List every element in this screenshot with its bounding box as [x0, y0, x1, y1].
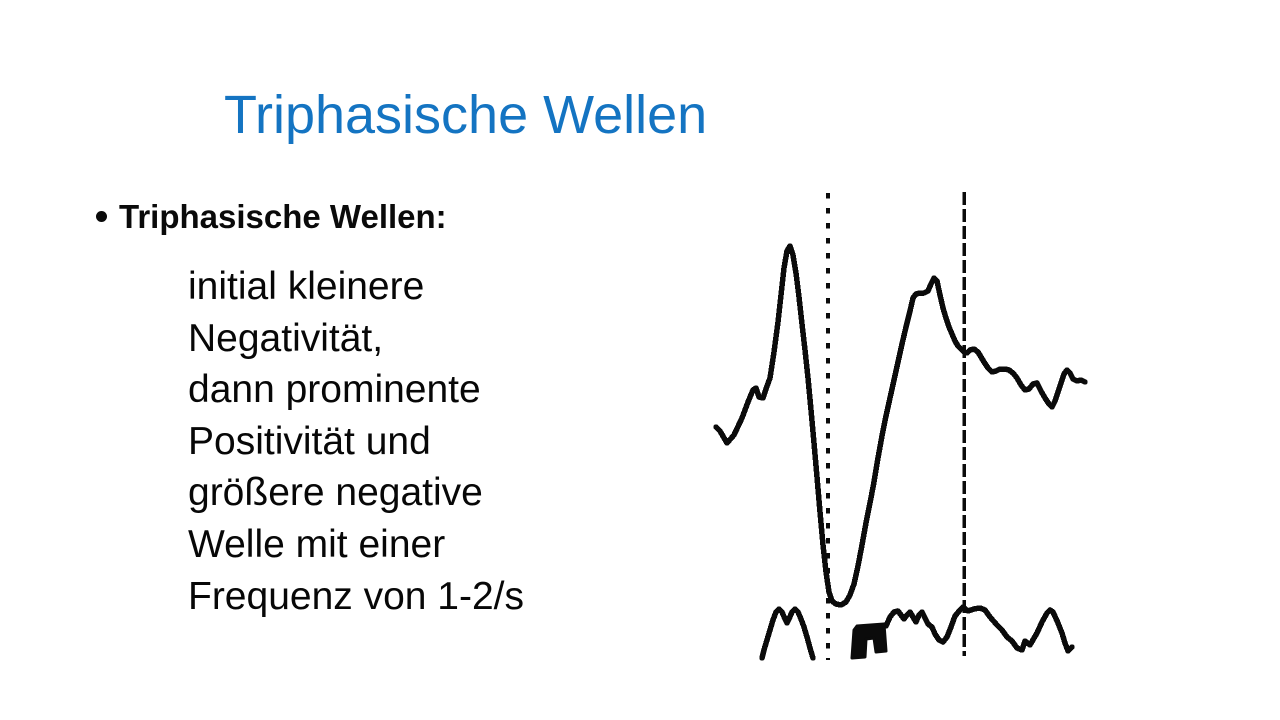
body-line: dann prominente	[188, 368, 481, 412]
lower-trace-dense-segment	[852, 624, 886, 658]
eeg-trace-svg	[698, 185, 1100, 665]
upper-eeg-trace	[716, 246, 1085, 605]
body-line: Frequenz von 1-2/s	[188, 574, 525, 618]
bullet-icon	[96, 211, 107, 222]
lower-eeg-trace-right	[886, 607, 1072, 651]
eeg-trace-figure	[698, 185, 1100, 665]
body-line: Negativität,	[188, 316, 384, 360]
bullet-heading: Triphasische Wellen:	[119, 198, 447, 235]
body-paragraph	[188, 261, 524, 622]
body-line: Welle mit einer	[188, 522, 446, 566]
lower-eeg-trace-left	[762, 609, 813, 658]
body-line: größere negative	[188, 471, 483, 515]
body-line: initial kleinere	[188, 265, 425, 308]
bullet-item	[96, 198, 447, 236]
page-title: Triphasische Wellen	[224, 85, 708, 145]
body-line: Positivität und	[188, 419, 431, 463]
